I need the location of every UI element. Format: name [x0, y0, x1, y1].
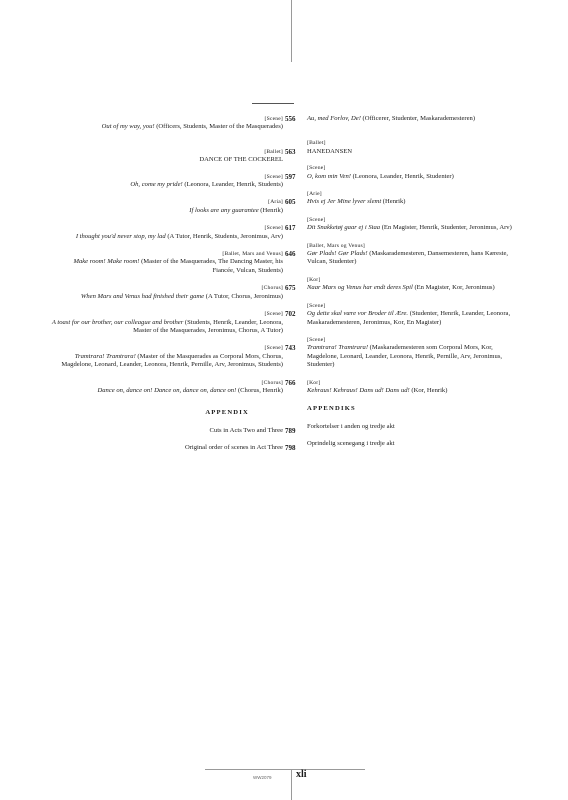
- contents-entry: [50, 250, 296, 275]
- contents-entry: [307, 379, 517, 396]
- entry-characters: (A Tutor, Henrik, Students, Jeronimus, Arv): [165, 232, 283, 240]
- appendix-heading: APPENDIX: [205, 409, 249, 417]
- page-number: 766: [285, 378, 296, 387]
- appendix-entry: [50, 426, 296, 435]
- entry-characters: (Maskarademesteren som Corporal Mors, Kor, Magdelone, Leonard, Leander, Leonora, Henrik, Pernille, Arv, Jeronimus, Studenter): [307, 344, 503, 369]
- entry-tag: [Chorus]: [261, 379, 283, 386]
- page-number: 597: [285, 172, 296, 181]
- entry-incipit: Kehraus! Kehraus! Dans ud! Dans ud!: [307, 386, 410, 394]
- entry-tag: [Ballet]: [307, 140, 326, 147]
- entry-tag: [Scene]: [264, 311, 283, 318]
- page-number-roman: xli: [296, 769, 307, 780]
- entry-characters: (Students, Henrik, Leander, Leonora, Master of the Masquerades, Jeronimus, Chorus, A Tutor): [133, 318, 283, 334]
- entry-tag: [Chorus]: [261, 285, 283, 292]
- contents-entry: [307, 164, 517, 181]
- entry-characters: (Studenter, Henrik, Leander, Leonora, Maskarademesteren, Jeronimus, Kor, En Magister): [307, 310, 511, 326]
- entry-incipit: O, kom min Ven!: [307, 172, 351, 180]
- entry-title: DANCE OF THE COCKEREL: [199, 156, 283, 164]
- entry-characters: (Officerer, Studenter, Maskarademesteren): [360, 115, 476, 122]
- entry-characters: (Officers, Students, Master of the Masquerades): [154, 123, 283, 131]
- appendix-entry-title: Forkortelser i anden og tredje akt: [307, 422, 395, 430]
- entry-incipit: Dit Snakketøj gaar ej i Staa: [307, 224, 381, 232]
- footer-catalogue-label: WW2079: [253, 775, 272, 780]
- entry-incipit: Make room! Make room!: [73, 258, 140, 266]
- page-number: 617: [285, 224, 296, 233]
- contents-entry: [50, 284, 296, 301]
- entry-tag: [Scene]: [307, 216, 326, 223]
- center-rule-bottom: [291, 770, 292, 800]
- entry-incipit: Hvis ej Jer Mine lyver slemt: [307, 198, 382, 206]
- contents-entry: [307, 216, 517, 233]
- entry-incipit: Og dette skal være vor Broder til Ære.: [307, 310, 409, 318]
- entry-characters: (Henrik): [381, 198, 406, 206]
- contents-entry: [50, 172, 296, 190]
- contents-entry: [50, 224, 296, 241]
- page-number: 675: [285, 284, 296, 293]
- contents-entry: [50, 198, 296, 215]
- entry-characters: (En Magister, Kor, Jeronimus): [412, 284, 495, 292]
- entry-characters: (Leonora, Leander, Henrik, Students): [182, 181, 283, 189]
- entry-tag: [Ballet, Mars og Venus]: [307, 242, 365, 249]
- center-rule-top: [291, 0, 292, 62]
- entry-tag: [Scene]: [264, 345, 283, 352]
- entry-tag: [Scene]: [264, 225, 283, 232]
- entry-characters: (Henrik): [258, 206, 283, 214]
- contents-entry: [307, 139, 517, 156]
- contents-entry: [307, 336, 517, 370]
- entry-tag: [Scene]: [307, 302, 326, 309]
- contents-entry: [50, 147, 296, 165]
- contents-entry: [307, 302, 517, 327]
- entry-characters: (En Magister, Henrik, Studenter, Jeronimus, Arv): [380, 224, 512, 232]
- entry-tag: [Scene]: [264, 116, 283, 122]
- appendix-entry-title: Cuts in Acts Two and Three: [209, 426, 283, 434]
- contents-entry: [50, 115, 296, 132]
- contents-entry: [50, 344, 296, 369]
- entry-tag: [Scene]: [264, 173, 283, 180]
- contents-entry: [307, 242, 517, 267]
- entry-tag: [Ballet, Mars and Venus]: [222, 251, 283, 258]
- page-number: 605: [285, 198, 296, 207]
- entry-incipit: Tramtrara! Tramtrara!: [307, 344, 369, 352]
- header-rule: [252, 103, 294, 104]
- entry-incipit: I thought you'd never stop, my lad: [75, 232, 166, 240]
- entry-incipit: A toast for our brother, our colleague and brother: [51, 318, 184, 326]
- appendix-entry-title: Oprindelig scenegang i tredje akt: [307, 440, 395, 448]
- appendix-entry: [307, 440, 517, 448]
- entry-incipit: Gør Plads! Gør Plads!: [307, 250, 368, 258]
- entry-incipit: When Mars and Venus had finished their game: [80, 292, 205, 300]
- contents-column-danish: [307, 115, 517, 449]
- footer-rule: [205, 769, 365, 770]
- entry-tag: [Kor]: [307, 276, 321, 283]
- page-number: 702: [285, 310, 296, 319]
- entry-tag: [Scene]: [307, 336, 326, 343]
- page-number: 563: [285, 147, 296, 156]
- contents-entry: [307, 190, 517, 207]
- entry-incipit: Dance on, dance on! Dance on, dance on, dance on!: [97, 386, 237, 394]
- entry-tag: [Ballet]: [264, 148, 283, 155]
- entry-tag: [Kor]: [307, 379, 321, 386]
- appendix-entry: [50, 444, 296, 453]
- entry-incipit: Naar Mars og Venus har endt deres Spil: [307, 284, 413, 292]
- entry-characters: (Master of the Masquerades, The Dancing Master, his Fiancée, Vulcan, Students): [139, 258, 283, 274]
- page-number: 743: [285, 344, 296, 353]
- page-number: 646: [285, 250, 296, 259]
- contents-entry: [307, 276, 517, 293]
- page-number: 556: [285, 115, 296, 123]
- appendix-entry-title: Original order of scenes in Act Three: [184, 444, 283, 452]
- entry-incipit: Out of my way, you!: [101, 123, 155, 131]
- entry-characters: (A Tutor, Chorus, Jeronimus): [204, 292, 283, 300]
- appendix-entry: [307, 423, 517, 431]
- entry-incipit: Tramtrara! Tramtrara!: [74, 352, 136, 360]
- entry-characters: (Master of the Masquerades as Corporal Mors, Chorus, Magdelone, Leonard, Leander, Leonora, Henrik, Pernille, Arv, Jeronimus, Students): [61, 352, 283, 369]
- entry-tag: [Aria]: [268, 199, 283, 206]
- entry-characters: (Leonora, Leander, Henrik, Studenter): [350, 172, 454, 180]
- entry-tag: [Arie]: [307, 191, 322, 198]
- page-number: 789: [285, 426, 296, 435]
- appendix-heading: APPENDIKS: [307, 405, 356, 413]
- contents-entry: [50, 310, 296, 335]
- contents-entry: [307, 115, 517, 123]
- page-number: 798: [285, 444, 296, 453]
- entry-characters: (Maskarademesteren, Dansemesteren, hans Kæreste, Vulcan, Studenter): [307, 250, 509, 266]
- entry-incipit: Au, med Forlov, De!: [307, 115, 361, 122]
- contents-entry: [50, 378, 296, 396]
- entry-characters: (Kor, Henrik): [409, 386, 448, 394]
- entry-tag: [Scene]: [307, 165, 326, 172]
- entry-incipit: If looks are any guarantee: [189, 206, 259, 214]
- contents-column-english: [50, 115, 296, 453]
- entry-incipit: Oh, come my pride!: [130, 181, 183, 189]
- entry-title: HANEDANSEN: [307, 147, 353, 155]
- entry-characters: (Chorus, Henrik): [236, 386, 283, 394]
